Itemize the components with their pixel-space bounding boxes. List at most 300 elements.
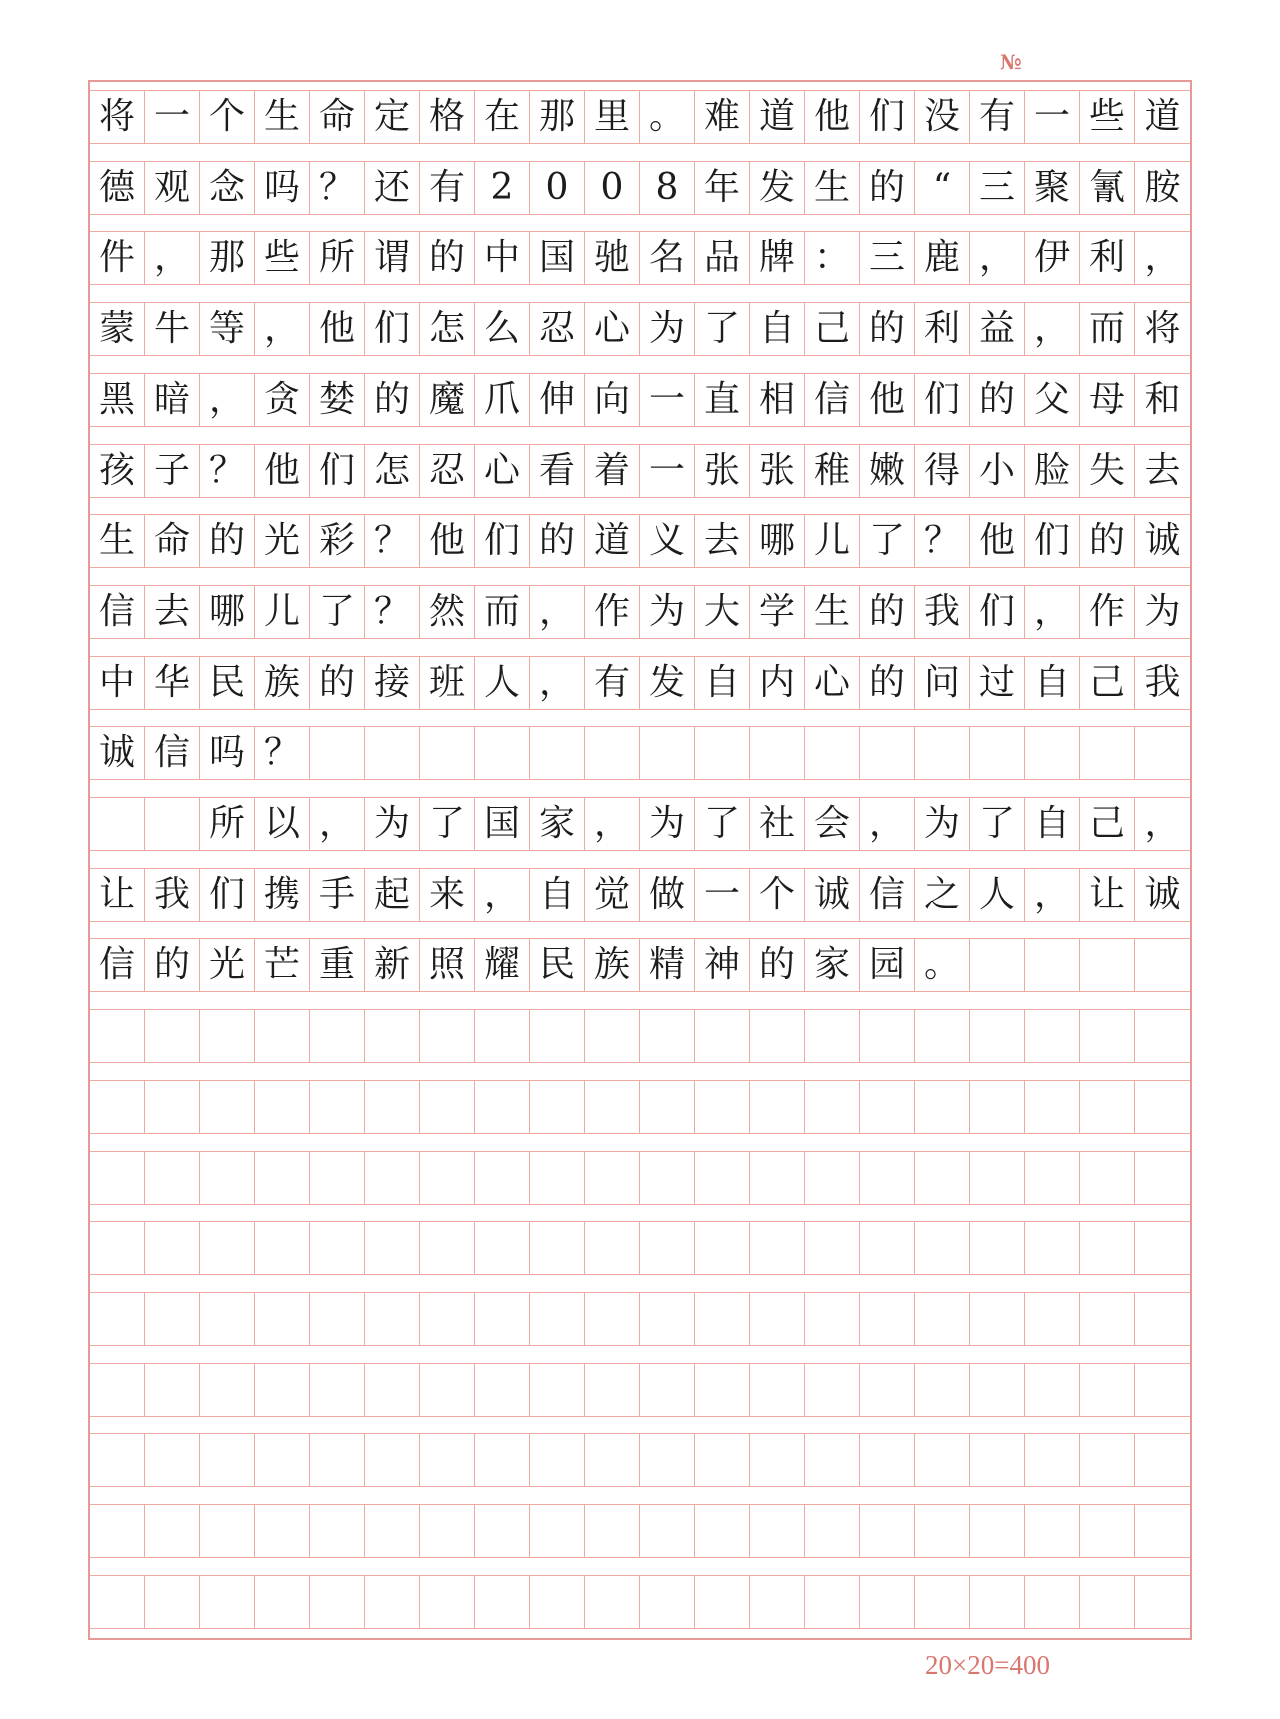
grid-cell: ， [530,586,585,638]
grid-cell [200,1293,255,1345]
grid-cell [585,1081,640,1133]
grid-cell: ， [1144,803,1181,844]
grid-cell [695,1364,750,1416]
grid-cell: 去 [1144,450,1181,491]
grid-cell [1080,1293,1135,1345]
grid-cell [365,1152,420,1204]
grid-cell: 有 [970,91,1025,143]
grid-cell: 了 [420,798,475,850]
grid-row [90,444,1190,498]
grid-cell: 们 [200,869,255,921]
grid-cell: 德 [90,162,145,214]
grid-cell [310,1434,365,1486]
grid-cell [90,1505,145,1557]
grid-cell: 社 [750,798,805,850]
grid-cell: 三 [860,232,915,284]
grid-row [90,90,1190,144]
grid-cell: 义 [640,515,695,567]
grid-cell: 哪 [750,515,805,567]
grid-cell [145,1434,200,1486]
grid-cell [420,1222,475,1274]
grid-cell [695,1293,750,1345]
grid-cell [860,727,915,779]
grid-cell: 的 [860,162,915,214]
grid-cell: 园 [860,939,915,991]
grid-cell: 爪 [475,374,530,426]
grid-cell [90,1081,145,1133]
grid-cell: 的 [860,303,915,355]
grid-cell: 那 [200,232,255,284]
grid-cell: 他 [805,91,860,143]
grid-cell: 做 [640,869,695,921]
grid-cell: 了 [860,515,915,567]
grid-cell: 国 [530,232,585,284]
grid-cell [750,727,805,779]
grid-cell: 华 [145,657,200,709]
grid-cell [585,1010,640,1062]
grid-cell [310,1364,365,1416]
grid-cell [860,1434,915,1486]
grid-cell: 接 [365,657,420,709]
grid-cell: 件 [90,232,145,284]
grid-cell [1025,1576,1080,1628]
grid-cell [200,1364,255,1416]
grid-cell [475,1364,530,1416]
grid-cell: 耀 [475,939,530,991]
grid-cell: 失 [1080,445,1135,497]
grid-cell [750,1364,805,1416]
grid-cell: 生 [90,515,145,567]
grid-cell: 道 [750,91,805,143]
grid-cell: 中 [475,232,530,284]
grid-cell [90,1222,145,1274]
grid-cell: 0 [530,162,585,214]
grid-cell: 了 [310,586,365,638]
grid-cell: 手 [310,869,365,921]
grid-cell: 己 [805,303,860,355]
grid-cell: 念 [200,162,255,214]
grid-cell [310,1081,365,1133]
grid-cell: 那 [530,91,585,143]
grid-cell [145,1364,200,1416]
grid-cell [365,1293,420,1345]
grid-cell [805,1010,860,1062]
grid-cell: 年 [695,162,750,214]
grid-cell: 以 [255,798,310,850]
grid-cell [420,1576,475,1628]
grid-cell [640,1364,695,1416]
grid-cell [475,1222,530,1274]
grid-cell: 之 [915,869,970,921]
grid-cell: 张 [695,445,750,497]
grid-cell: 利 [915,303,970,355]
grid-cell [1080,1081,1135,1133]
grid-cell [530,1505,585,1557]
grid-cell [475,1081,530,1133]
grid-cell: 人 [970,869,1025,921]
grid-cell: “ [915,162,970,214]
grid-cell [915,1364,970,1416]
grid-cell [200,1434,255,1486]
grid-cell: 道 [585,515,640,567]
grid-cell: 心 [805,657,860,709]
grid-cell: ， [475,869,530,921]
grid-cell: 我 [145,869,200,921]
grid-cell [475,1293,530,1345]
grid-row [90,1363,1190,1417]
grid-cell [255,1293,310,1345]
grid-cell [805,1293,860,1345]
grid-cell [365,1010,420,1062]
grid-cell: ？ [365,586,420,638]
grid-cell [1025,1505,1080,1557]
grid-cell: 携 [255,869,310,921]
grid-cell: 将 [90,91,145,143]
grid-cell: 让 [90,869,145,921]
grid-cell [90,1434,145,1486]
grid-cell [475,1434,530,1486]
grid-cell: 相 [750,374,805,426]
grid-cell: 去 [695,515,750,567]
grid-cell: 的 [860,586,915,638]
grid-cell [1135,1576,1190,1628]
grid-cell: 新 [365,939,420,991]
grid-cell: 们 [310,445,365,497]
grid-cell: 看 [530,445,585,497]
grid-cell [420,1505,475,1557]
grid-cell [585,1152,640,1204]
grid-cell: 一 [145,91,200,143]
grid-cell [1080,727,1135,779]
grid-row [90,938,1190,992]
grid-row [90,1433,1190,1487]
grid-cell: 伊 [1025,232,1080,284]
grid-cell [310,1576,365,1628]
grid-cell [1080,1222,1135,1274]
grid-cell: 还 [365,162,420,214]
grid-cell [1135,1364,1190,1416]
grid-cell [365,1081,420,1133]
grid-cell: 。 [915,939,970,991]
grid-cell: 为 [640,303,695,355]
grid-cell: 暗 [145,374,200,426]
grid-cell [750,1576,805,1628]
grid-cell [695,1576,750,1628]
grid-cell: 牛 [145,303,200,355]
grid-cell [1080,1364,1135,1416]
grid-row [90,302,1190,356]
grid-cell [750,1152,805,1204]
grid-cell [530,1434,585,1486]
grid-cell [90,1364,145,1416]
grid-cell [1080,1152,1135,1204]
grid-cell [255,1434,310,1486]
grid-cell [805,1222,860,1274]
grid-cell: 孩 [90,445,145,497]
grid-cell [90,1010,145,1062]
grid-cell: 自 [750,303,805,355]
grid-cell [860,1152,915,1204]
grid-cell: 怎 [365,445,420,497]
grid-cell: 怎 [420,303,475,355]
grid-cell: 三 [970,162,1025,214]
grid-cell: 心 [585,303,640,355]
grid-cell [805,1576,860,1628]
grid-cell [90,1576,145,1628]
grid-cell [90,798,145,850]
grid-cell [200,1010,255,1062]
grid-cell [915,1010,970,1062]
grid-cell [1135,1505,1190,1557]
grid-cell: 国 [475,798,530,850]
grid-cell [475,1576,530,1628]
grid-cell [1025,1293,1080,1345]
grid-cell [530,1081,585,1133]
grid-cell [750,1293,805,1345]
grid-cell: 谓 [365,232,420,284]
grid-cell: 没 [915,91,970,143]
grid-cell [255,1222,310,1274]
grid-cell [585,1576,640,1628]
grid-cell: 有 [585,657,640,709]
grid-cell [1025,1081,1080,1133]
grid-cell: 蒙 [90,303,145,355]
grid-cell: 个 [200,91,255,143]
grid-cell [420,727,475,779]
grid-cell [530,1364,585,1416]
grid-cell [860,1010,915,1062]
grid-cell [1025,1010,1080,1062]
grid-cell [915,1505,970,1557]
grid-row [90,1221,1190,1275]
grid-cell: 所 [200,798,255,850]
grid-cell [1135,1081,1190,1133]
grid-cell: 去 [145,586,200,638]
grid-cell: 的 [200,515,255,567]
grid-cell [365,1576,420,1628]
grid-cell [200,1505,255,1557]
grid-cell: ？ [915,515,970,567]
grid-cell: 一 [1025,91,1080,143]
grid-cell [1025,1434,1080,1486]
grid-cell [255,1010,310,1062]
grid-cell [860,1364,915,1416]
grid-cell [90,1293,145,1345]
grid-cell: 诚 [90,727,145,779]
grid-cell [915,1293,970,1345]
grid-cell [640,1576,695,1628]
grid-cell [420,1081,475,1133]
grid-cell [310,1505,365,1557]
grid-cell: 了 [970,798,1025,850]
grid-cell [475,727,530,779]
grid-cell [475,1010,530,1062]
grid-cell: 个 [750,869,805,921]
grid-cell [145,1010,200,1062]
grid-row [90,161,1190,215]
grid-cell [1025,727,1080,779]
grid-cell: 己 [1080,798,1135,850]
grid-cell: 为 [640,798,695,850]
grid-cell [200,1152,255,1204]
grid-cell [1135,1293,1190,1345]
grid-cell [1025,1222,1080,1274]
grid-cell: ， [200,374,255,426]
grid-cell [860,1222,915,1274]
grid-cell [1025,939,1080,991]
grid-cell: 人 [475,657,530,709]
grid-cell: 自 [695,657,750,709]
grid-cell: 班 [420,657,475,709]
manuscript-grid [88,80,1192,1640]
grid-cell [1135,1222,1190,1274]
grid-cell: ？ [200,445,255,497]
grid-cell [1025,1364,1080,1416]
grid-cell: 哪 [200,586,255,638]
grid-cell [970,1364,1025,1416]
grid-cell: 8 [640,162,695,214]
grid-cell: 重 [310,939,365,991]
grid-cell [970,1576,1025,1628]
grid-cell [145,1081,200,1133]
grid-cell [640,727,695,779]
grid-cell: ， [1025,586,1080,638]
grid-cell: 他 [420,515,475,567]
grid-cell [365,1505,420,1557]
grid-cell: 的 [750,939,805,991]
grid-cell [915,1434,970,1486]
grid-cell: 聚 [1025,162,1080,214]
grid-cell: 作 [585,586,640,638]
grid-cell: 家 [530,798,585,850]
grid-cell [310,1222,365,1274]
grid-cell [750,1010,805,1062]
grid-cell: 有 [420,162,475,214]
grid-cell: 道 [1144,96,1181,137]
grid-cell [860,1293,915,1345]
grid-cell [145,1576,200,1628]
grid-cell: 命 [145,515,200,567]
grid-cell: 张 [750,445,805,497]
grid-cell [750,1434,805,1486]
grid-cell: 的 [310,657,365,709]
grid-cell: 难 [695,91,750,143]
grid-cell: 。 [640,91,695,143]
grid-cell [310,727,365,779]
grid-cell: 贪 [255,374,310,426]
grid-cell: 信 [145,727,200,779]
grid-cell [860,1505,915,1557]
grid-cell [970,727,1025,779]
grid-cell [860,1081,915,1133]
grid-cell: 婪 [310,374,365,426]
grid-cell: 里 [585,91,640,143]
grid-cell: 民 [200,657,255,709]
grid-cell: 作 [1080,586,1135,638]
grid-cell: 们 [365,303,420,355]
grid-cell [915,1081,970,1133]
grid-cell: 为 [915,798,970,850]
grid-cell [1080,1434,1135,1486]
grid-cell: 照 [420,939,475,991]
grid-cell: 我 [915,586,970,638]
grid-cell [805,1434,860,1486]
grid-cell: ， [860,798,915,850]
grid-cell [255,1576,310,1628]
grid-cell: 忍 [530,303,585,355]
grid-cell: 2 [475,162,530,214]
grid-cell: 生 [805,586,860,638]
grid-cell [1135,1152,1190,1204]
grid-cell [640,1010,695,1062]
grid-cell: 的 [365,374,420,426]
grid-cell [970,1010,1025,1062]
grid-cell [640,1222,695,1274]
grid-cell: 吗 [255,162,310,214]
grid-cell [970,1152,1025,1204]
grid-cell: 0 [585,162,640,214]
grid-cell [640,1434,695,1486]
grid-cell [530,727,585,779]
grid-cell: 等 [200,303,255,355]
grid-cell: 的 [860,657,915,709]
grid-cell [805,1364,860,1416]
grid-cell: 定 [365,91,420,143]
grid-cell: 胺 [1144,167,1181,208]
grid-cell [1135,939,1190,991]
grid-cell: 而 [475,586,530,638]
grid-cell: 些 [255,232,310,284]
grid-cell: 信 [90,939,145,991]
grid-cell [1080,1576,1135,1628]
grid-cell: 着 [585,445,640,497]
grid-cell [640,1293,695,1345]
grid-cell [310,1152,365,1204]
grid-cell: 我 [1144,662,1181,703]
grid-cell: 品 [695,232,750,284]
grid-cell: 为 [1144,591,1181,632]
grid-cell [970,1505,1025,1557]
grid-cell: 母 [1080,374,1135,426]
grid-cell [530,1010,585,1062]
grid-cell [805,1081,860,1133]
grid-cell [365,727,420,779]
grid-cell: 信 [860,869,915,921]
grid-cell [255,1152,310,1204]
grid-cell [1135,1010,1190,1062]
grid-cell: 光 [200,939,255,991]
grid-cell: 们 [1025,515,1080,567]
grid-cell [585,1434,640,1486]
grid-row [90,1080,1190,1134]
grid-cell: 父 [1025,374,1080,426]
grid-cell: 子 [145,445,200,497]
grid-cell: 芒 [255,939,310,991]
grid-cell: ， [145,232,200,284]
grid-row [90,726,1190,780]
grid-cell [695,1505,750,1557]
grid-row [90,373,1190,427]
grid-cell: 脸 [1025,445,1080,497]
grid-cell: 生 [805,162,860,214]
grid-cell: 稚 [805,445,860,497]
grid-cell: 发 [640,657,695,709]
grid-cell [145,798,200,850]
grid-cell: 观 [145,162,200,214]
grid-cell [805,727,860,779]
grid-cell: 和 [1144,379,1181,420]
grid-cell: 的 [420,232,475,284]
